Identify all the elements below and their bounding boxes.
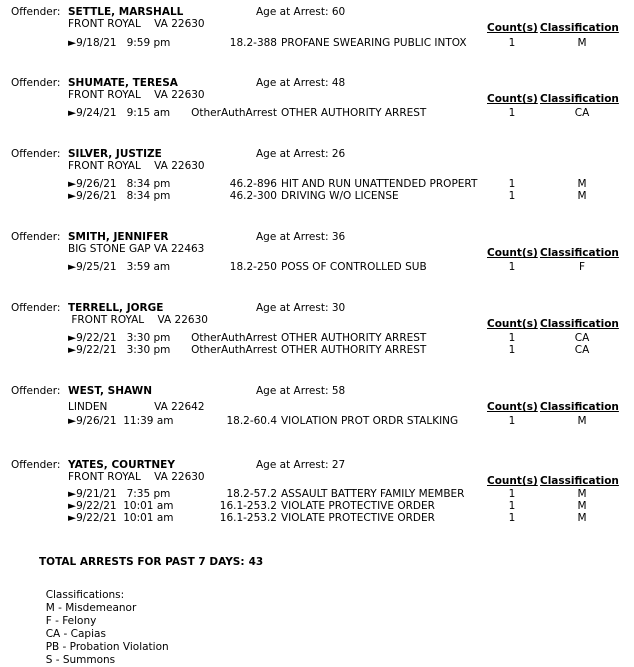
- offender-label: Offender:: [11, 77, 61, 89]
- offender-block: [0, 231, 634, 311]
- charge-row: [0, 344, 634, 357]
- charge-datetime: ►9/26/21 8:34 pm: [68, 190, 171, 202]
- charge-datetime: ►9/26/21 11:39 am: [68, 415, 174, 427]
- age-at-arrest: Age at Arrest: 48: [256, 77, 346, 89]
- classification-header: Classification: [540, 22, 619, 34]
- charge-datetime: ►9/24/21 9:15 am: [68, 107, 171, 119]
- classification-header: Classification: [540, 475, 619, 487]
- charge-classification: CA: [574, 107, 590, 119]
- count-header: Count(s): [487, 318, 538, 330]
- charge-datetime: ►9/22/21 3:30 pm: [68, 332, 171, 344]
- charge-code: OtherAuthArrest: [191, 344, 277, 356]
- charge-row: [0, 37, 634, 50]
- charge-count: 1: [508, 261, 516, 273]
- offender-address: FRONT ROYAL VA 22630: [68, 471, 205, 483]
- charge-datetime: ►9/26/21 8:34 pm: [68, 178, 171, 190]
- offender-name: TERRELL, JORGE: [68, 302, 164, 314]
- charge-classification: M: [577, 500, 587, 512]
- charge-description: OTHER AUTHORITY ARREST: [281, 344, 427, 356]
- age-at-arrest: Age at Arrest: 26: [256, 148, 346, 160]
- charge-description: DRIVING W/O LICENSE: [281, 190, 399, 202]
- charge-row: [0, 415, 634, 428]
- charge-classification: M: [577, 415, 587, 427]
- charge-code: 18.2-250: [229, 261, 277, 273]
- charge-description: HIT AND RUN UNATTENDED PROPERT: [281, 178, 478, 190]
- offender-block: [0, 385, 634, 465]
- offender-name: SETTLE, MARSHALL: [68, 6, 184, 18]
- charge-count: 1: [508, 37, 516, 49]
- classification-header: Classification: [540, 401, 619, 413]
- charge-datetime: ►9/22/21 10:01 am: [68, 512, 174, 524]
- charge-datetime: ►9/21/21 7:35 pm: [68, 488, 171, 500]
- charge-count: 1: [508, 415, 516, 427]
- age-at-arrest: Age at Arrest: 58: [256, 385, 346, 397]
- legend-item: PB - Probation Violation: [45, 641, 169, 653]
- charge-count: 1: [508, 344, 516, 356]
- charge-code: 16.1-253.2: [219, 500, 277, 512]
- classification-header: Classification: [540, 318, 619, 330]
- charge-description: OTHER AUTHORITY ARREST: [281, 332, 427, 344]
- count-header: Count(s): [487, 22, 538, 34]
- charge-code: 18.2-60.4: [226, 415, 277, 427]
- charge-classification: F: [578, 261, 586, 273]
- charge-code: OtherAuthArrest: [191, 107, 277, 119]
- charge-code: 46.2-896: [229, 178, 277, 190]
- charge-description: VIOLATE PROTECTIVE ORDER: [281, 512, 435, 524]
- charge-classification: M: [577, 37, 587, 49]
- age-at-arrest: Age at Arrest: 30: [256, 302, 346, 314]
- charge-count: 1: [508, 332, 516, 344]
- legend-item: CA - Capias: [45, 628, 106, 640]
- offender-address: FRONT ROYAL VA 22630: [68, 314, 208, 326]
- offender-address: FRONT ROYAL VA 22630: [68, 18, 205, 30]
- age-at-arrest: Age at Arrest: 27: [256, 459, 346, 471]
- charge-classification: M: [577, 178, 587, 190]
- charge-code: 46.2-300: [229, 190, 277, 202]
- charge-count: 1: [508, 190, 516, 202]
- count-header: Count(s): [487, 401, 538, 413]
- age-at-arrest: Age at Arrest: 60: [256, 6, 346, 18]
- classification-header: Classification: [540, 247, 619, 259]
- offender-name: SHUMATE, TERESA: [68, 77, 178, 89]
- offender-block: [0, 302, 634, 382]
- offender-name: SILVER, JUSTIZE: [68, 148, 162, 160]
- offender-label: Offender:: [11, 148, 61, 160]
- count-header: Count(s): [487, 475, 538, 487]
- offender-name: SMITH, JENNIFER: [68, 231, 169, 243]
- charge-classification: CA: [574, 332, 590, 344]
- charge-code: 16.1-253.2: [219, 512, 277, 524]
- charge-row: [0, 261, 634, 274]
- legend-item: M - Misdemeanor: [45, 602, 137, 614]
- legend-item: F - Felony: [45, 615, 97, 627]
- charge-row: [0, 190, 634, 203]
- charge-classification: CA: [574, 344, 590, 356]
- charge-classification: M: [577, 512, 587, 524]
- count-header: Count(s): [487, 93, 538, 105]
- offender-name: WEST, SHAWN: [68, 385, 152, 397]
- offender-address: FRONT ROYAL VA 22630: [68, 89, 205, 101]
- charge-classification: M: [577, 190, 587, 202]
- charge-count: 1: [508, 512, 516, 524]
- offender-block: [0, 77, 634, 157]
- offender-block: [0, 6, 634, 86]
- legend-item: S - Summons: [45, 654, 116, 666]
- charge-datetime: ►9/22/21 3:30 pm: [68, 344, 171, 356]
- offender-block: [0, 148, 634, 228]
- offender-address: FRONT ROYAL VA 22630: [68, 160, 205, 172]
- charge-description: VIOLATION PROT ORDR STALKING: [281, 415, 459, 427]
- charge-datetime: ►9/22/21 10:01 am: [68, 500, 174, 512]
- charge-description: OTHER AUTHORITY ARREST: [281, 107, 427, 119]
- classification-legend: [39, 576, 187, 667]
- age-at-arrest: Age at Arrest: 36: [256, 231, 346, 243]
- count-header: Count(s): [487, 247, 538, 259]
- offender-label: Offender:: [11, 459, 61, 471]
- total-label: TOTAL ARRESTS FOR PAST 7 DAYS:: [39, 556, 245, 568]
- offender-label: Offender:: [11, 385, 61, 397]
- classification-header: Classification: [540, 93, 619, 105]
- charge-classification: M: [577, 488, 587, 500]
- charge-count: 1: [508, 178, 516, 190]
- charge-datetime: ►9/18/21 9:59 pm: [68, 37, 171, 49]
- offender-address: LINDEN VA 22642: [68, 401, 205, 413]
- charge-code: OtherAuthArrest: [191, 332, 277, 344]
- charge-datetime: ►9/25/21 3:59 am: [68, 261, 171, 273]
- charge-code: 18.2-57.2: [226, 488, 277, 500]
- offender-name: YATES, COURTNEY: [68, 459, 175, 471]
- total-value: 43: [248, 556, 264, 568]
- legend-label: Classifications:: [45, 589, 125, 601]
- offender-label: Offender:: [11, 6, 61, 18]
- charge-row: [0, 512, 634, 525]
- offender-address: BIG STONE GAP VA 22463: [68, 243, 205, 255]
- total-arrests: [39, 556, 263, 569]
- charge-count: 1: [508, 107, 516, 119]
- charge-code: 18.2-388: [229, 37, 277, 49]
- charge-row: [0, 107, 634, 120]
- charge-count: 1: [508, 500, 516, 512]
- charge-description: VIOLATE PROTECTIVE ORDER: [281, 500, 435, 512]
- charge-description: PROFANE SWEARING PUBLIC INTOX: [281, 37, 467, 49]
- offender-block: [0, 459, 634, 539]
- charge-description: ASSAULT BATTERY FAMILY MEMBER: [281, 488, 465, 500]
- offender-label: Offender:: [11, 231, 61, 243]
- charge-description: POSS OF CONTROLLED SUB: [281, 261, 427, 273]
- charge-count: 1: [508, 488, 516, 500]
- offender-label: Offender:: [11, 302, 61, 314]
